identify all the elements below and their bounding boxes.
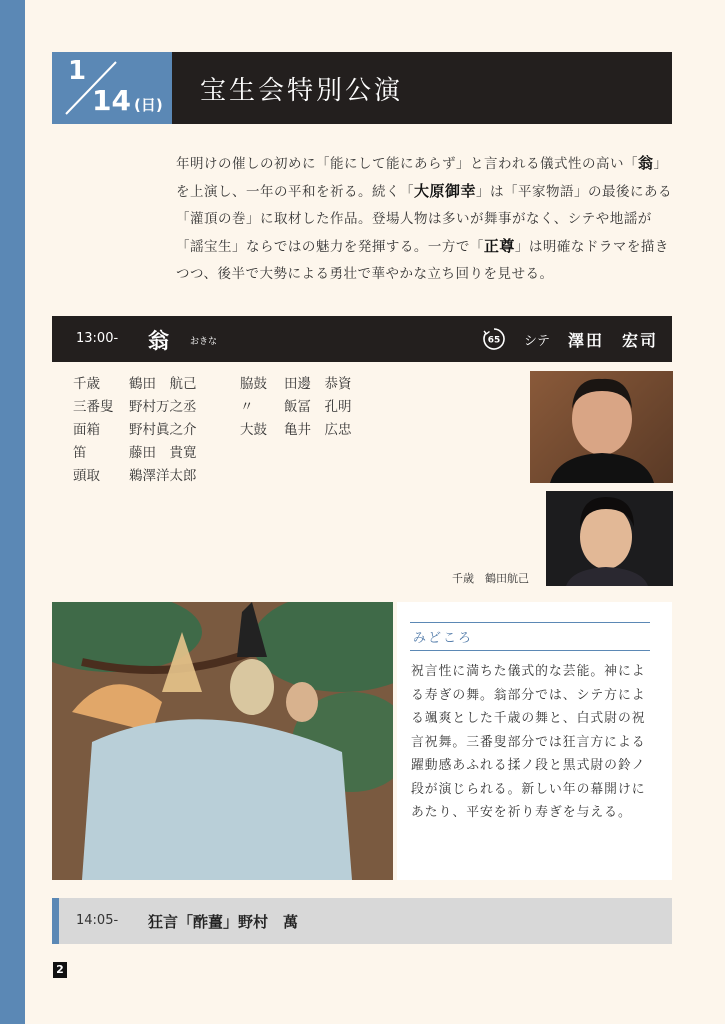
intro-keyword-okina: 翁 [638,154,654,172]
page-number: 2 [53,962,67,978]
intro-keyword-ohara: 大原御幸 [414,182,477,200]
cast-role: 面箱 [73,422,100,438]
cast-row [240,396,352,419]
cast-role: 三番叟 [73,399,114,415]
cast-row [73,465,197,488]
stage-performance-photo [52,602,393,880]
cast-list-right [240,373,352,442]
program-time: 13:00- [76,331,119,346]
senzai-portrait-photo [546,491,673,586]
cast-name: 飯冨 孔明 [284,399,352,415]
cast-role: 頭取 [73,468,100,484]
intro-text-2: 」を上演し、一年の平和を祈る。続く「 [176,156,668,200]
program-bar [52,316,672,362]
intro-text-4: 」は明確なドラマを描きつつ、後半で大勢による勇壮で華やかな立ち回りを見せる。 [176,239,669,282]
title-banner [172,52,672,124]
cast-row [73,396,197,419]
actor-portrait-photo [530,371,673,483]
intro-text-3: 」は「平家物語」の最後にある「灌頂の巻」に取材した作品。登場人物は多いが舞事がなく、シテや地謡が「謡宝生」ならではの魅力を発揮する。一方で「 [176,184,673,255]
cast-name: 田邊 恭資 [284,376,352,392]
kyogen-bar [52,898,672,944]
kyogen-time: 14:05- [76,913,119,928]
cast-role: 脇鼓 [240,376,267,392]
date-day: 14 [92,84,131,117]
date-badge [52,52,172,124]
cast-row [240,373,352,396]
midokoro-title: みどころ [413,631,474,646]
cast-role: 笛 [73,445,87,461]
intro-keyword-shozon: 正尊 [483,237,515,255]
cast-name: 野村万之丞 [129,399,197,415]
kyogen-accent [52,898,59,944]
program-role: シテ [524,334,551,349]
cast-role: 千歳 [73,376,100,392]
cast-name: 野村眞之介 [129,422,197,438]
photo-caption: 千歳 鶴田航己 [452,572,529,585]
intro-text-1: 年明けの催しの初めに「能にして能にあらず」と言われる儀式性の高い「 [176,156,638,172]
date-month: 1 [68,56,87,86]
cast-name: 藤田 貴寛 [129,445,197,461]
side-accent-bar [0,0,25,1024]
date-weekday: (日) [134,96,163,114]
cast-row [73,419,197,442]
midokoro-bottom-rule [410,650,650,651]
midokoro-top-rule [410,622,650,623]
kyogen-title: 狂言「酢薑」野村 萬 [148,913,299,931]
program-actor: 澤田 宏司 [568,331,659,350]
cast-row [73,373,197,396]
cast-name: 鶴田 航己 [129,376,197,392]
duration-minutes: 65 [487,335,501,346]
cast-role: 大鼓 [240,422,267,438]
cast-name: 鵜澤洋太郎 [129,468,197,484]
duration-clock-icon [482,327,506,351]
page-title: 宝生会特別公演 [200,76,404,106]
cast-list-left [73,373,197,488]
midokoro-text: 祝言性に満ちた儀式的な芸能。神による寿ぎの舞。翁部分では、シテ方による颯爽とした千歳の舞と、白式尉の祝言祝舞。三番叟部分では狂言方による躍動感あふれる揉ノ段と黒式尉の鈴ノ段が演じられる。新しい年の幕開けにあたり、平安を祈り寿ぎを与える。 [411,664,646,820]
cast-name: 亀井 広忠 [284,422,352,438]
cast-role: 〃 [240,399,254,415]
intro-paragraph [176,150,672,288]
cast-row [240,419,352,442]
midokoro-panel [397,602,672,880]
cast-row [73,442,197,465]
program-ruby: おきな [190,337,218,347]
program-title: 翁 [148,329,169,353]
